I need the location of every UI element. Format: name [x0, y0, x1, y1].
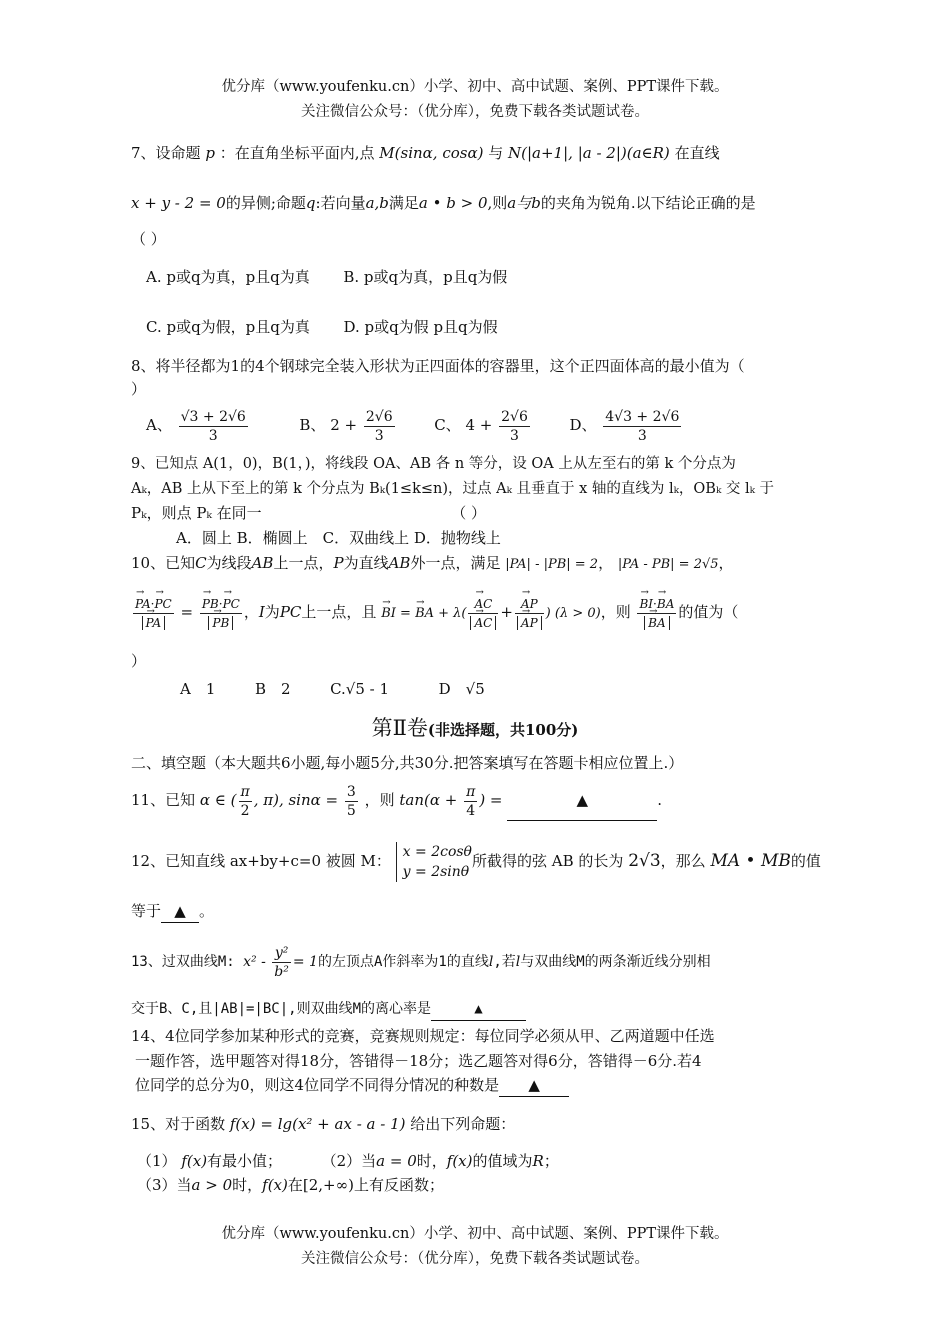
q9-line-1: 9、已知点 A(1，0)，B(1，)，将线段 OA、AB 各 n 等分，设 OA 上从左至右的第 k 个分点为 [131, 456, 736, 472]
q9-line-3: Pₖ，则点 Pₖ 在同一 （ ） [131, 504, 487, 522]
q10-options [180, 678, 850, 700]
q8-options: A、 $\frac{√3 + 2√6}{3}$ B、 2 + $\frac{2√6}{3}$ C、 4 + $\frac{2√6}{3}$ D、 $\frac{4√3 + 2√6}{3}$ [146, 408, 680, 444]
q11-answer-blank[interactable]: ▲ [507, 780, 657, 821]
q14-line-1: 14、4位同学参加某种形式的竞赛，竞赛规则规定：每位同学必须从甲、乙两道题中任选 [131, 1027, 715, 1045]
q10-bi-expression: → BI = → BA + λ( [381, 606, 466, 621]
q9-options: A．圆上 B．椭圆上 C．双曲线上 D．抛物线上 [176, 529, 501, 547]
q7-options-cd [146, 316, 850, 338]
fill-in-heading: 二、填空题（本大题共6小题,每小题5分,共30分.把答案填写在答题卡相应位置上.） [131, 754, 684, 772]
q10-line-1: 10、已知C为线段AB上一点，P为直线AB外一点，满足 |PA| - |PB| = 2， |PA - PB| = 2√5， [131, 554, 734, 572]
q13-answer-blank[interactable]: ▲ [431, 998, 526, 1021]
q13-line-1: 13、过双曲线M: x² - $\frac{\text{y²}}{\text{b²}}$ = 1的左顶点A作斜率为1的直线l,若l与双曲线M的两条渐近线分别相 [131, 944, 711, 980]
header-line-1: 优分库（www.youfenku.cn）小学、初中、高中试题、案例、PPT课件下载。 [221, 79, 729, 95]
q10-line-2: → PA·→ PC → PA = → PB·→ PC → PB ，I为PC上一点，且 → BI = → BA + λ( → AC → AC + → AP → AP ) (λ > 0)，则 → BI·→ BA → BA 的值为（ [131, 590, 850, 636]
q7-line-1: 7、设命题 p ：在直角坐标平面内,点 M(sinα, cosα) 与 N(|a+1|, |a - 2|)(a∈R) 在直线 [131, 144, 720, 162]
q10-option-a: A 1 [180, 680, 216, 698]
q7-p: p [205, 144, 215, 162]
q9-line-2: Aₖ，AB 上从下至上的第 k 个分点为 Bₖ(1≤k≤n)，过点 Aₖ 且垂直于 x 轴的直线为 lₖ，OBₖ 交 lₖ 于 [131, 481, 775, 497]
q14-line-2: 一题作答，选甲题答对得18分，答错得－18分；选乙题答对得6分，答错得－6分.若4 [135, 1052, 702, 1070]
q7-point-m: M(sinα, cosα) [379, 144, 484, 162]
q7-point-n: N(|a+1|, |a - 2|)(a∈R) [508, 144, 670, 162]
q11: 11、已知 α ∈ ( $\frac{\pi}{2}$ , π), sinα = $\frac{3}{5}$ ，则 tan(α + $\frac{\pi}{4}$ ) = ▲ . [131, 780, 850, 821]
q7-line-eq: x + y - 2 = 0 [131, 194, 226, 212]
footer-line-1: 优分库（www.youfenku.cn）小学、初中、高中试题、案例、PPT课件下载。 [221, 1226, 729, 1242]
q10-option-c: C.√5 - 1 [330, 680, 390, 698]
q10-frac-pa-pc: → PA·→ PC → PA [133, 595, 174, 632]
q12-line-2: 等于 ▲ 。 [131, 900, 850, 923]
q8-option-c: $\frac{2√6}{3}$ [501, 408, 528, 444]
q8-option-a: $\frac{√3 + 2√6}{3}$ [180, 408, 246, 444]
q10-option-d: D √5 [438, 680, 485, 698]
q15-prop-3: （3）当a > 0时，f(x)在[2,+∞)上有反函数； [137, 1176, 444, 1194]
q7-option-b: B. p或q为真，p且q为假 [343, 268, 508, 286]
q12-chord-length: 2√3 [628, 851, 661, 871]
q7-line-2: x + y - 2 = 0的异侧;命题q:若向量a,b满足a • b > 0,则a与b的夹角为锐角.以下结论正确的是 [131, 194, 756, 212]
q10-close: ） [131, 652, 147, 670]
q8-option-b: $\frac{2√6}{3}$ [365, 408, 393, 444]
q7-answer-paren: （ ） [131, 230, 166, 248]
q7-option-c: C. p或q为假，p且q为真 [146, 318, 310, 336]
q10-condition-2: |PA - PB| = 2√5 [617, 557, 719, 572]
q15-stem: 15、对于函数 f(x) = lg(x² + ax - a - 1) 给出下列命题： [131, 1115, 516, 1133]
q10-condition-1: |PA| - |PB| = 2 [505, 557, 599, 572]
q10-frac-pb-pc: → PB·→ PC → PB [200, 595, 242, 632]
q15-function: f(x) = lg(x² + ax - a - 1) [229, 1115, 406, 1133]
q12-line-1: 12、已知直线 ax+by+c=0 被圆 M： x = 2cosθ y = 2sinθ 所截得的弦 AB 的长为 2√3，那么 MA • MB的值 [131, 844, 821, 880]
footer-line-2: 关注微信公众号：（优分库），免费下载各类试题试卷。 [301, 1251, 649, 1267]
q12-circle-param: x = 2cosθ y = 2sinθ [396, 842, 472, 882]
q12-expression: MA • MB [710, 851, 791, 871]
q8-option-d: $\frac{4√3 + 2√6}{3}$ [605, 408, 680, 444]
q7-options-ab [146, 266, 850, 288]
q12-answer-blank[interactable]: ▲ [161, 900, 199, 923]
header-line-2: 关注微信公众号：（优分库），免费下载各类试题试卷。 [301, 104, 649, 120]
q14-answer-blank[interactable]: ▲ [499, 1074, 569, 1097]
q14-line-3: 位同学的总分为0，则这4位同学不同得分情况的种数是 ▲ [135, 1074, 850, 1097]
q10-frac-bi-ba: → BI·→ BA → BA [637, 595, 676, 632]
section-2-title: 第Ⅱ卷(非选择题，共100分) [371, 716, 579, 740]
q13-line-2: 交于B、C,且|AB|=|BC|,则双曲线M的离心率是 ▲ [131, 998, 850, 1021]
q8-close: ） [131, 380, 147, 398]
q15-props-1-2: （1） f(x)有最小值； （2）当a = 0时，f(x)的值域为R； [137, 1152, 559, 1170]
q7-option-a: A. p或q为真，p且q为真 [146, 268, 310, 286]
q10-option-b: B 2 [254, 680, 291, 698]
q7-dot-condition: a • b > 0 [418, 194, 488, 212]
q7-option-d: D. p或q为假 p且q为假 [343, 318, 498, 336]
q8-stem: 8、将半径都为1的4个钢球完全装入形状为正四面体的容器里，这个正四面体高的最小值为（ [131, 357, 745, 375]
